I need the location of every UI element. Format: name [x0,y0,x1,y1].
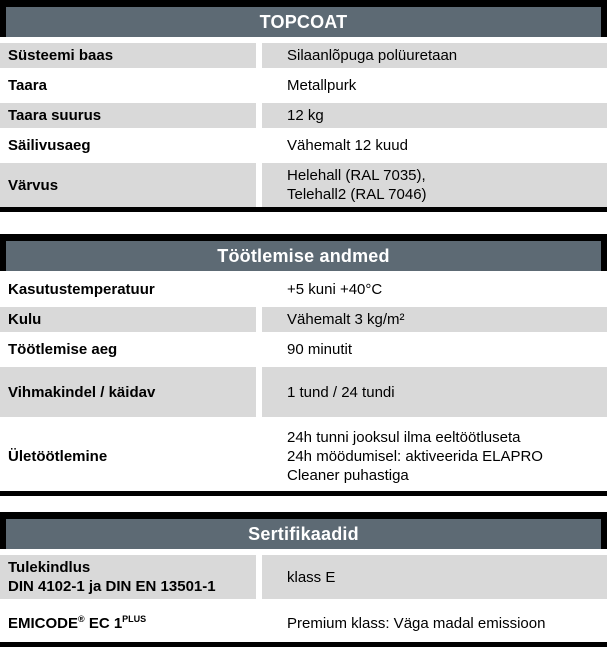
row-value: Silaanlõpuga polüuretaan [262,43,607,68]
value-line: 24h tunni jooksul ilma eeltöötluseta [287,429,521,446]
table-title-processing: Töötlemise andmed [0,234,607,271]
table-title-topcoat: TOPCOAT [0,0,607,37]
table-row [0,555,607,604]
row-value [262,422,607,491]
table-row [0,133,607,163]
table-row [0,43,607,73]
row-label: Kulu [0,307,262,332]
row-value: Premium klass: Väga madal emissioon [287,614,546,632]
table-row [0,277,607,307]
table-row [0,73,607,103]
row-value: 1 tund / 24 tundi [262,367,607,417]
value-line: Cleaner puhastiga [287,467,409,484]
emicode-label [8,614,146,633]
row-label: Ületöötlemine [0,422,262,491]
emicode-plus-superscript: PLUS [122,613,147,624]
row-value: klass E [262,555,607,599]
table-row [0,604,607,642]
row-label: Värvus [0,163,262,207]
spec-table-topcoat [0,0,607,212]
table-row [0,307,607,337]
table-row [0,103,607,133]
row-label-lines [8,558,216,596]
table-row [0,337,607,367]
table-body [0,277,607,496]
spec-table-processing [0,234,607,496]
row-label: Kasutustemperatuur [0,277,262,302]
row-value: Vähemalt 3 kg/m² [262,307,607,332]
row-label: Töötlemise aeg [0,337,262,362]
value-line: Helehall (RAL 7035), [287,167,426,184]
value-line: 24h möödumisel: aktiveerida ELAPRO [287,448,543,465]
table-body [0,555,607,647]
table-row [0,367,607,422]
emicode-main: EMICODE [8,614,79,632]
row-label: Vihmakindel / käidav [0,367,262,417]
table-title-certificates: Sertifikaadid [0,512,607,549]
label-line: DIN 4102-1 ja DIN EN 13501-1 [8,578,216,595]
row-value [262,163,607,207]
row-label: Taara [0,73,262,98]
table-row [0,422,607,491]
row-value: 90 minutit [287,341,353,358]
row-value: +5 kuni +40°C [287,281,383,298]
row-label: Süsteemi baas [0,43,262,68]
row-value: 12 kg [262,103,607,128]
row-label [0,555,262,599]
registered-trademark-symbol: ® [78,613,85,624]
row-label: Taara suurus [0,103,262,128]
row-label [0,604,262,642]
row-value: Vähemalt 12 kuud [287,137,408,154]
spec-table-certificates [0,512,607,647]
label-line: Tulekindlus [8,559,91,576]
row-label: Säilivusaeg [0,133,262,158]
row-value-lines [287,166,427,204]
table-row [0,163,607,207]
value-line: Telehall2 (RAL 7046) [287,186,427,203]
emicode-class: EC 1 [84,614,123,632]
table-body [0,43,607,212]
row-value-lines [287,428,543,485]
row-value: Metallpurk [287,77,357,94]
